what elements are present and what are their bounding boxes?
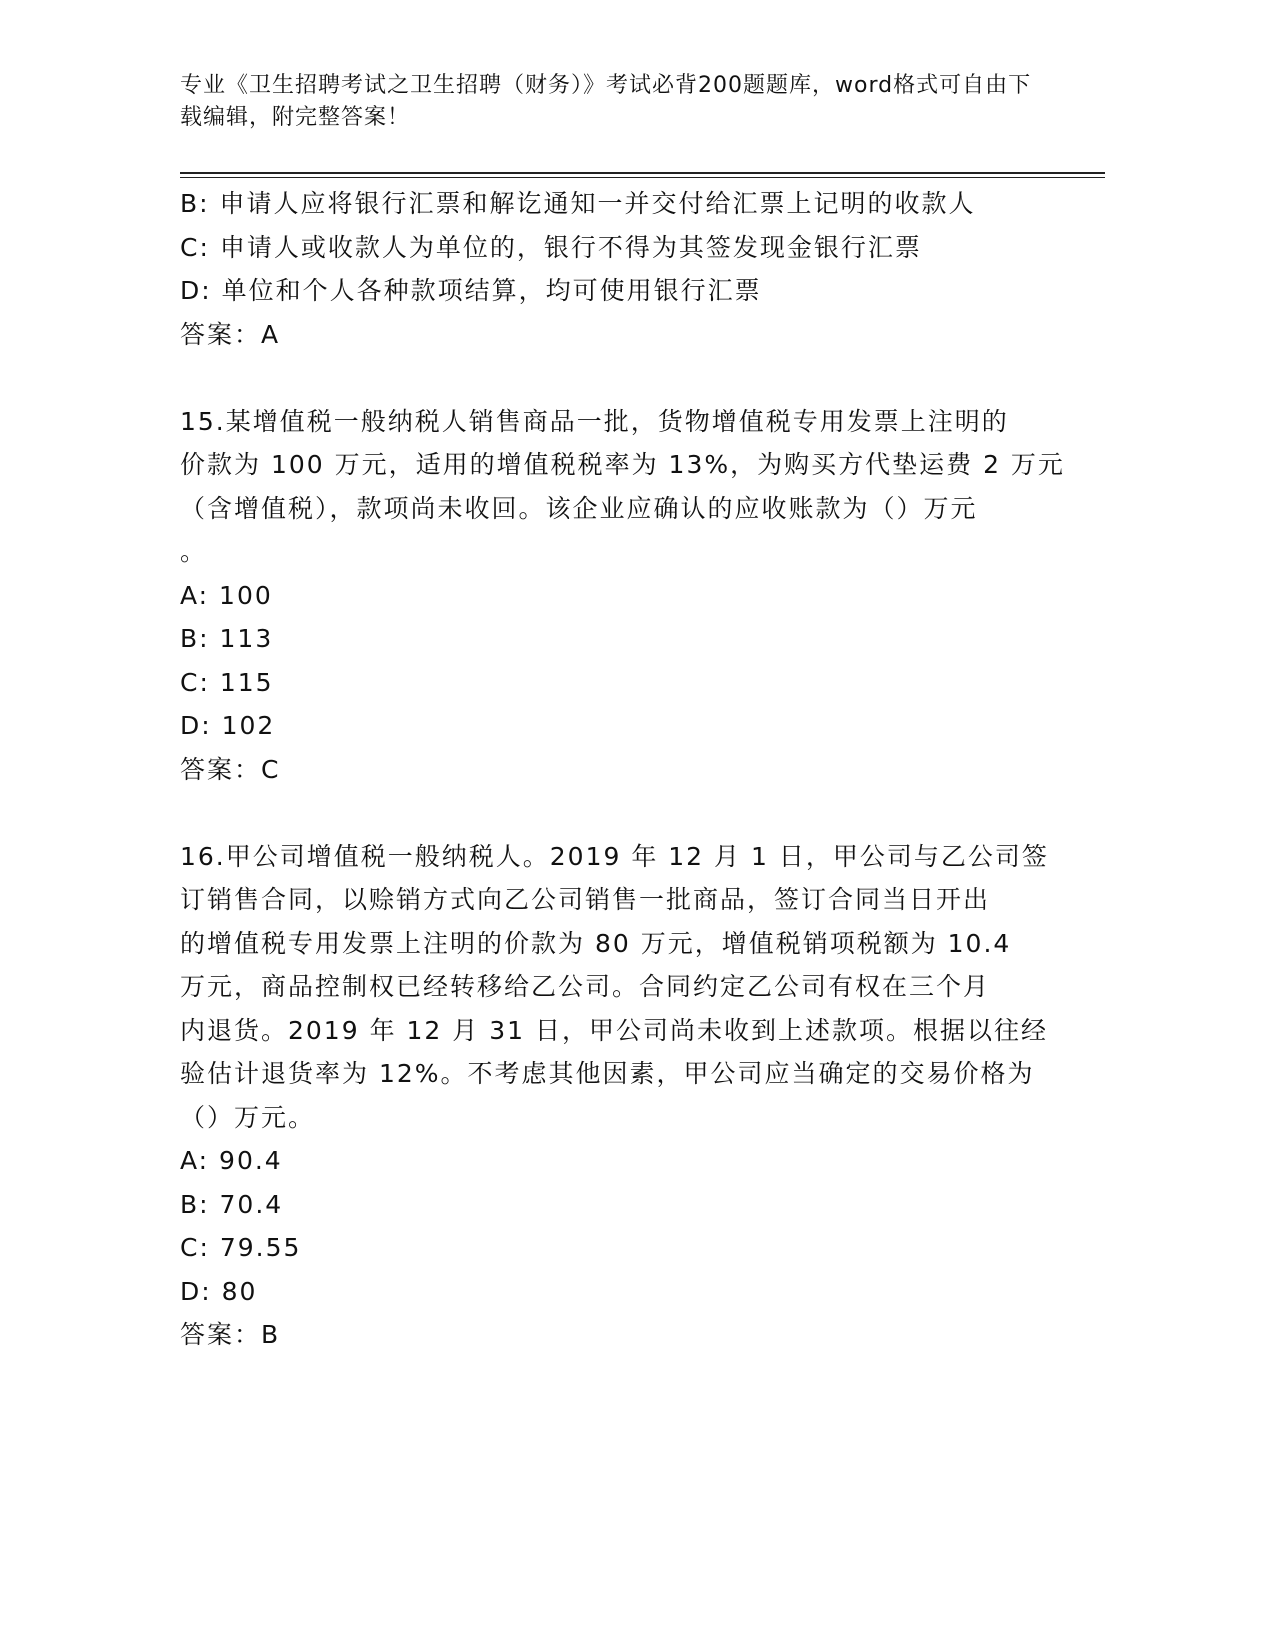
option-d: D: 102 — [180, 711, 276, 740]
document-header: 专业《卫生招聘考试之卫生招聘（财务）》考试必背200题题库，word格式可自由下载编辑，附完整答案！ — [180, 73, 1032, 130]
option-b: B: 113 — [180, 624, 274, 653]
option-a: A: 100 — [180, 580, 273, 610]
question-14-tail — [180, 182, 1060, 356]
question-text-line: 的增值税专用发票上注明的价款为 80 万元，增值税销项税额为 10.4 — [180, 928, 1012, 958]
spacer — [180, 356, 1060, 400]
question-text-line: 16.甲公司增值税一般纳税人。2019 年 12 月 1 日，甲公司与乙公司签 — [180, 841, 1049, 871]
document-content — [180, 182, 1065, 1357]
question-text-line: 15.某增值税一般纳税人销售商品一批，货物增值税专用发票上注明的 — [180, 406, 1009, 436]
option-c: C: 115 — [180, 667, 274, 697]
answer-line: 答案：B — [180, 1320, 281, 1349]
option-d: D: 单位和个人各种款项结算，均可使用银行汇票 — [180, 276, 762, 305]
question-text-line: 订销售合同，以赊销方式向乙公司销售一批商品，签订合同当日开出 — [180, 885, 991, 914]
question-text-line: 万元，商品控制权已经转移给乙公司。合同约定乙公司有权在三个月 — [180, 972, 991, 1001]
question-text-line: 价款为 100 万元，适用的增值税税率为 13%，为购买方代垫运费 2 万元 — [180, 450, 1065, 479]
question-text-line: （）万元。 — [180, 1102, 316, 1132]
option-a: A: 90.4 — [180, 1146, 283, 1175]
question-text-line: （含增值税），款项尚未收回。该企业应确认的应收账款为（）万元 — [180, 493, 978, 523]
option-d: D: 80 — [180, 1276, 258, 1306]
answer-line: 答案：C — [180, 754, 281, 784]
option-b: B: 申请人应将银行汇票和解讫通知一并交付给汇票上记明的收款人 — [180, 189, 976, 218]
option-b: B: 70.4 — [180, 1189, 284, 1219]
question-15 — [180, 400, 1065, 792]
option-c: C: 79.55 — [180, 1233, 302, 1262]
question-16 — [180, 835, 1060, 1357]
question-text-line: 验估计退货率为 12%。不考虑其他因素，甲公司应当确定的交易价格为 — [180, 1059, 1035, 1088]
spacer — [180, 791, 1060, 835]
option-c: C: 申请人或收款人为单位的，银行不得为其签发现金银行汇票 — [180, 232, 922, 262]
question-text-line: 。 — [180, 537, 208, 566]
question-text-line: 内退货。2019 年 12 月 31 日，甲公司尚未收到上述款项。根据以往经 — [180, 1015, 1048, 1045]
header-divider-thin — [180, 177, 1105, 178]
answer-line: 答案：A — [180, 319, 281, 349]
header-divider-thick — [180, 172, 1105, 174]
